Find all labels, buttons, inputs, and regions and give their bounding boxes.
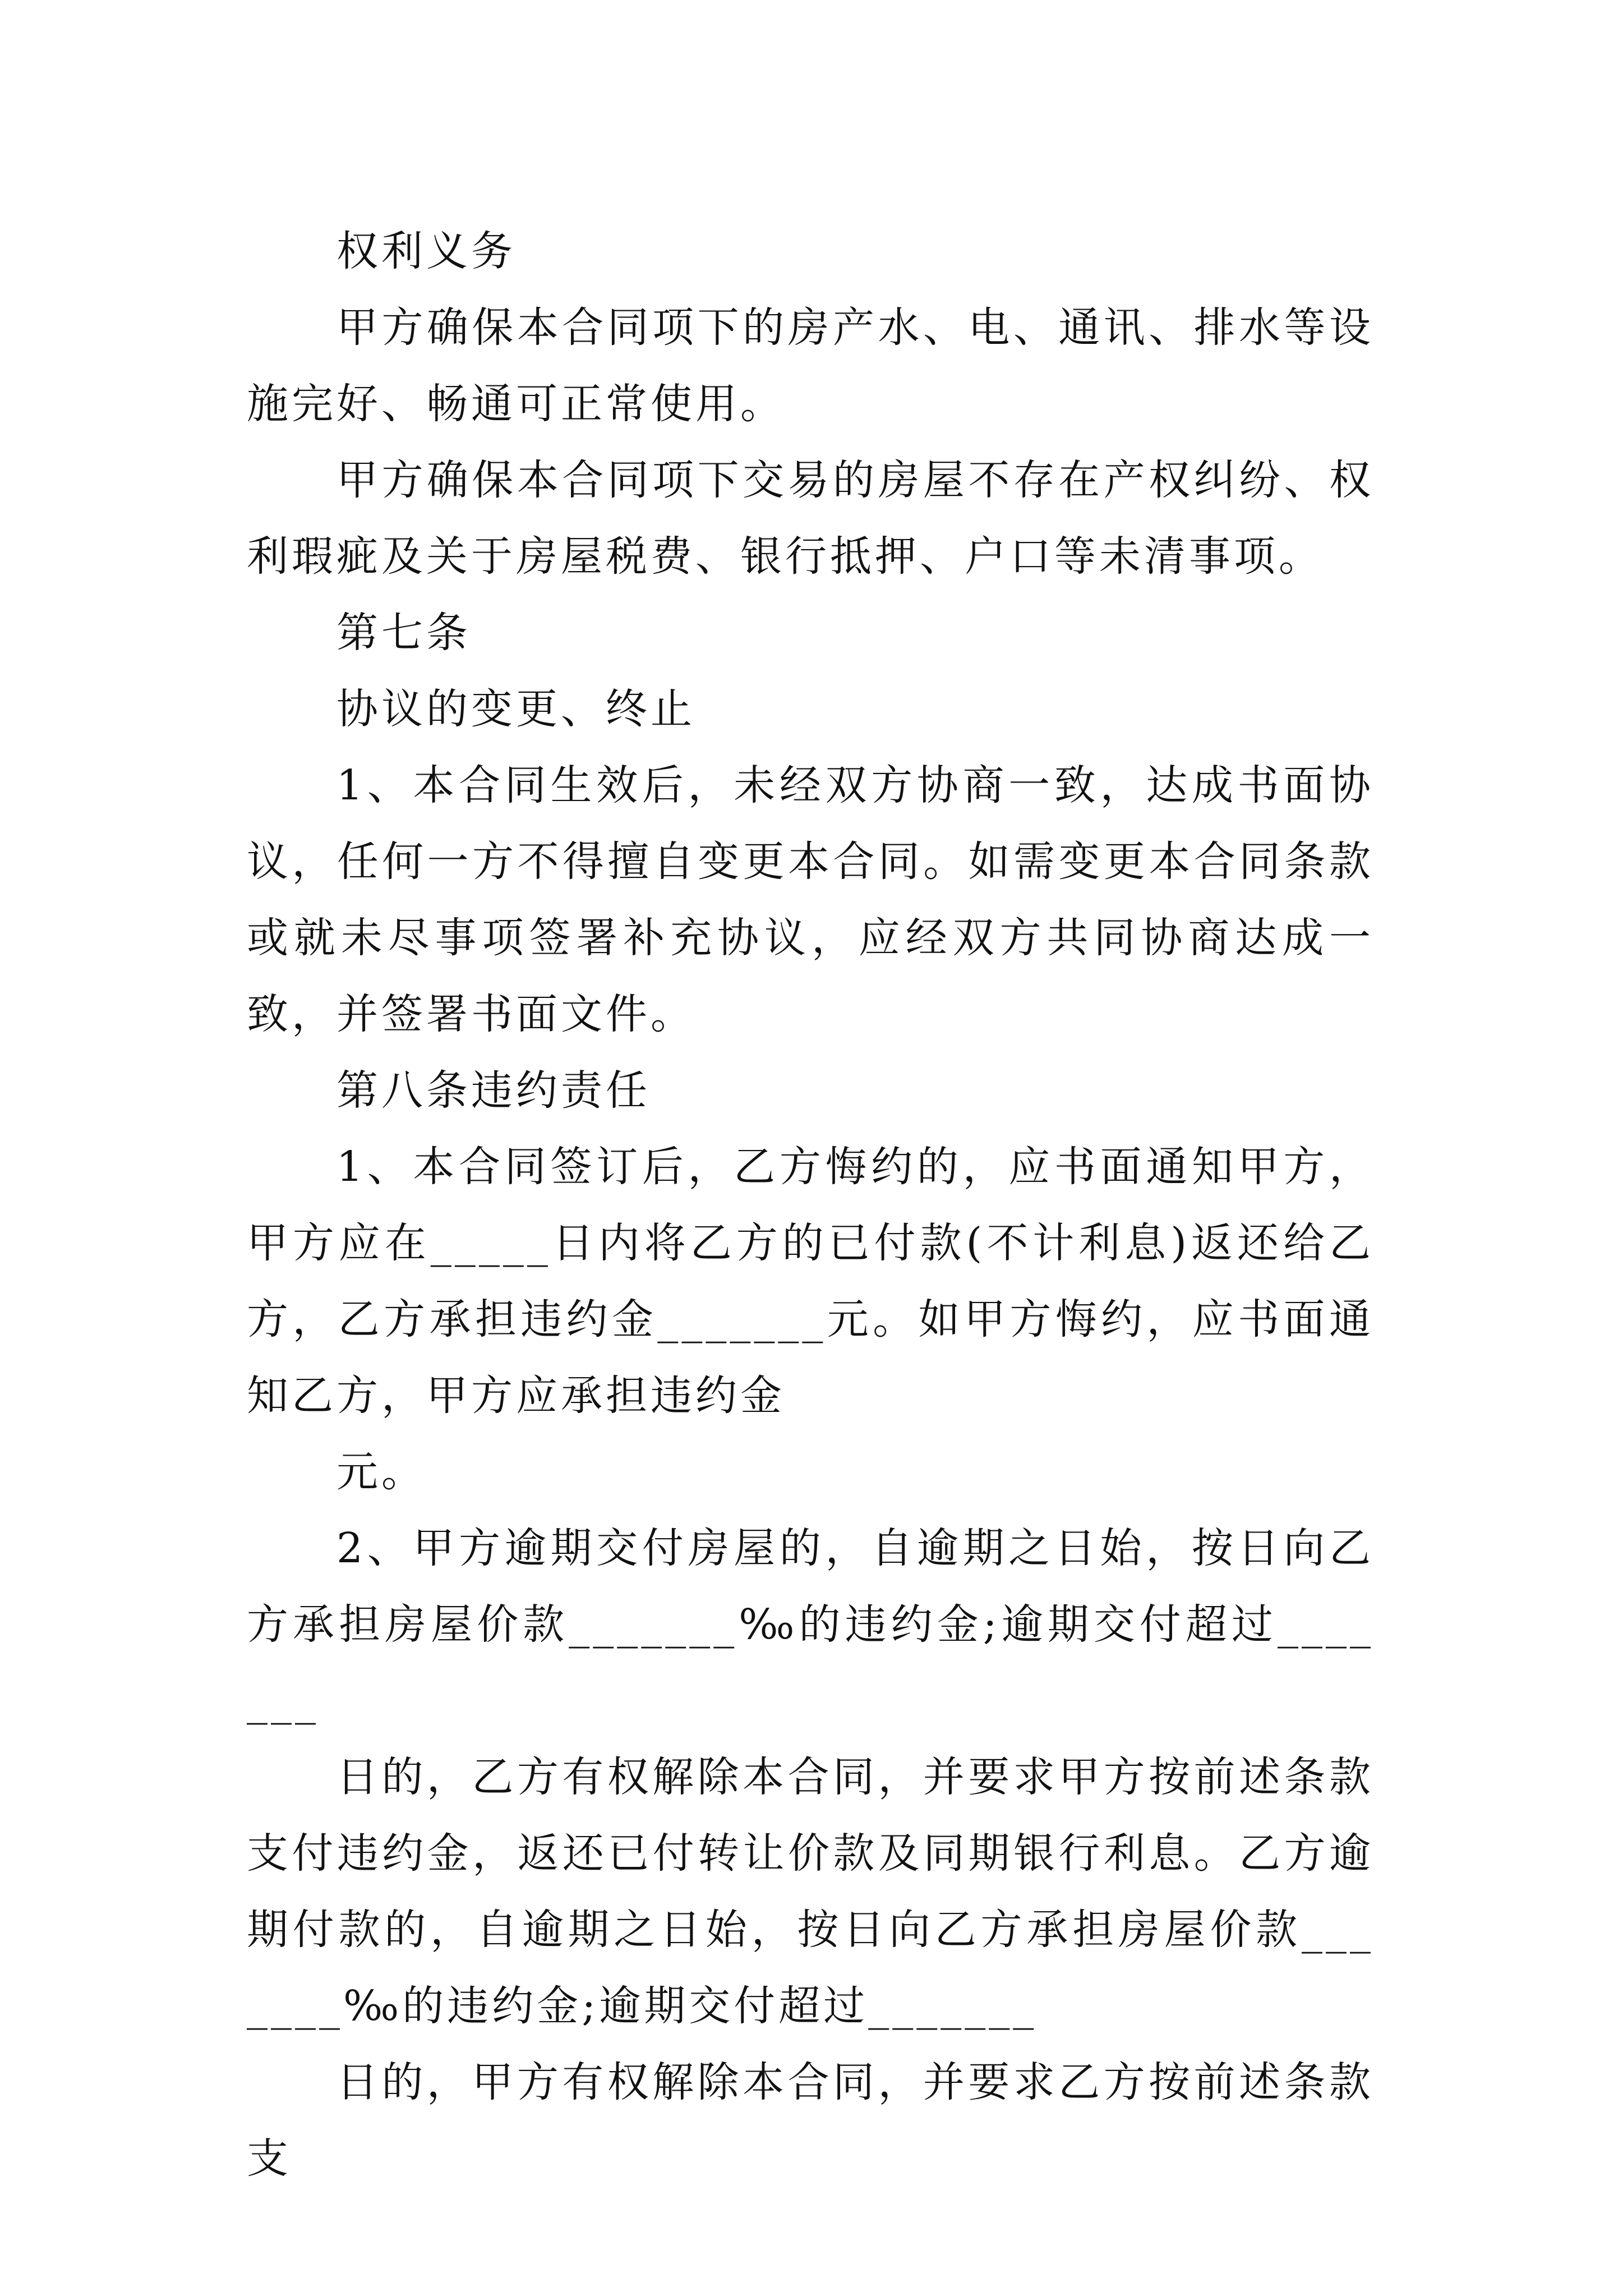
clause-breach-3: 日的，甲方有权解除本合同，并要求乙方按前述条款支: [247, 2058, 1374, 2183]
document-body: [247, 213, 1374, 2197]
heading-article-7: 第七条: [336, 609, 471, 657]
clause-breach-2-continued: 日的，乙方有权解除本合同，并要求甲方按前述条款支付违约金，返还已付转让价款及同期银行利息。乙方逾期付款的，自逾期之日始，按日向乙方承担房屋价款_______‰的违约金;逾期交付超过_______: [247, 1753, 1374, 2030]
heading-amendment-termination: 协议的变更、终止: [336, 685, 695, 733]
heading-article-8-liability: 第八条违约责任: [336, 1066, 651, 1115]
clause-breach-1: 1、本合同签订后，乙方悔约的，应书面通知甲方，甲方应在_____日内将乙方的已付款(不计利息)返还给乙方，乙方承担违约金_______元。如甲方悔约，应书面通知乙方，甲方应承担违约金: [247, 1143, 1374, 1420]
heading-rights-obligations: 权利义务: [336, 227, 516, 275]
clause-no-disputes: 甲方确保本合同项下交易的房屋不存在产权纠纷、权利瑕疵及关于房屋税费、银行抵押、户口等未清事项。: [247, 456, 1374, 581]
clause-facilities: 甲方确保本合同项下的房产水、电、通讯、排水等设施完好、畅通可正常使用。: [247, 303, 1374, 428]
clause-breach-2: 2、甲方逾期交付房屋的，自逾期之日始，按日向乙方承担房屋价款_______‰的违约金;逾期交付超过_______: [247, 1524, 1374, 1725]
clause-amendment: 1、本合同生效后，未经双方协商一致，达成书面协议，任何一方不得擅自变更本合同。如需变更本合同条款或就未尽事项签署补充协议，应经双方共同协商达成一致，并签署书面文件。: [247, 761, 1374, 1038]
clause-breach-1-end: 元。: [336, 1448, 426, 1496]
